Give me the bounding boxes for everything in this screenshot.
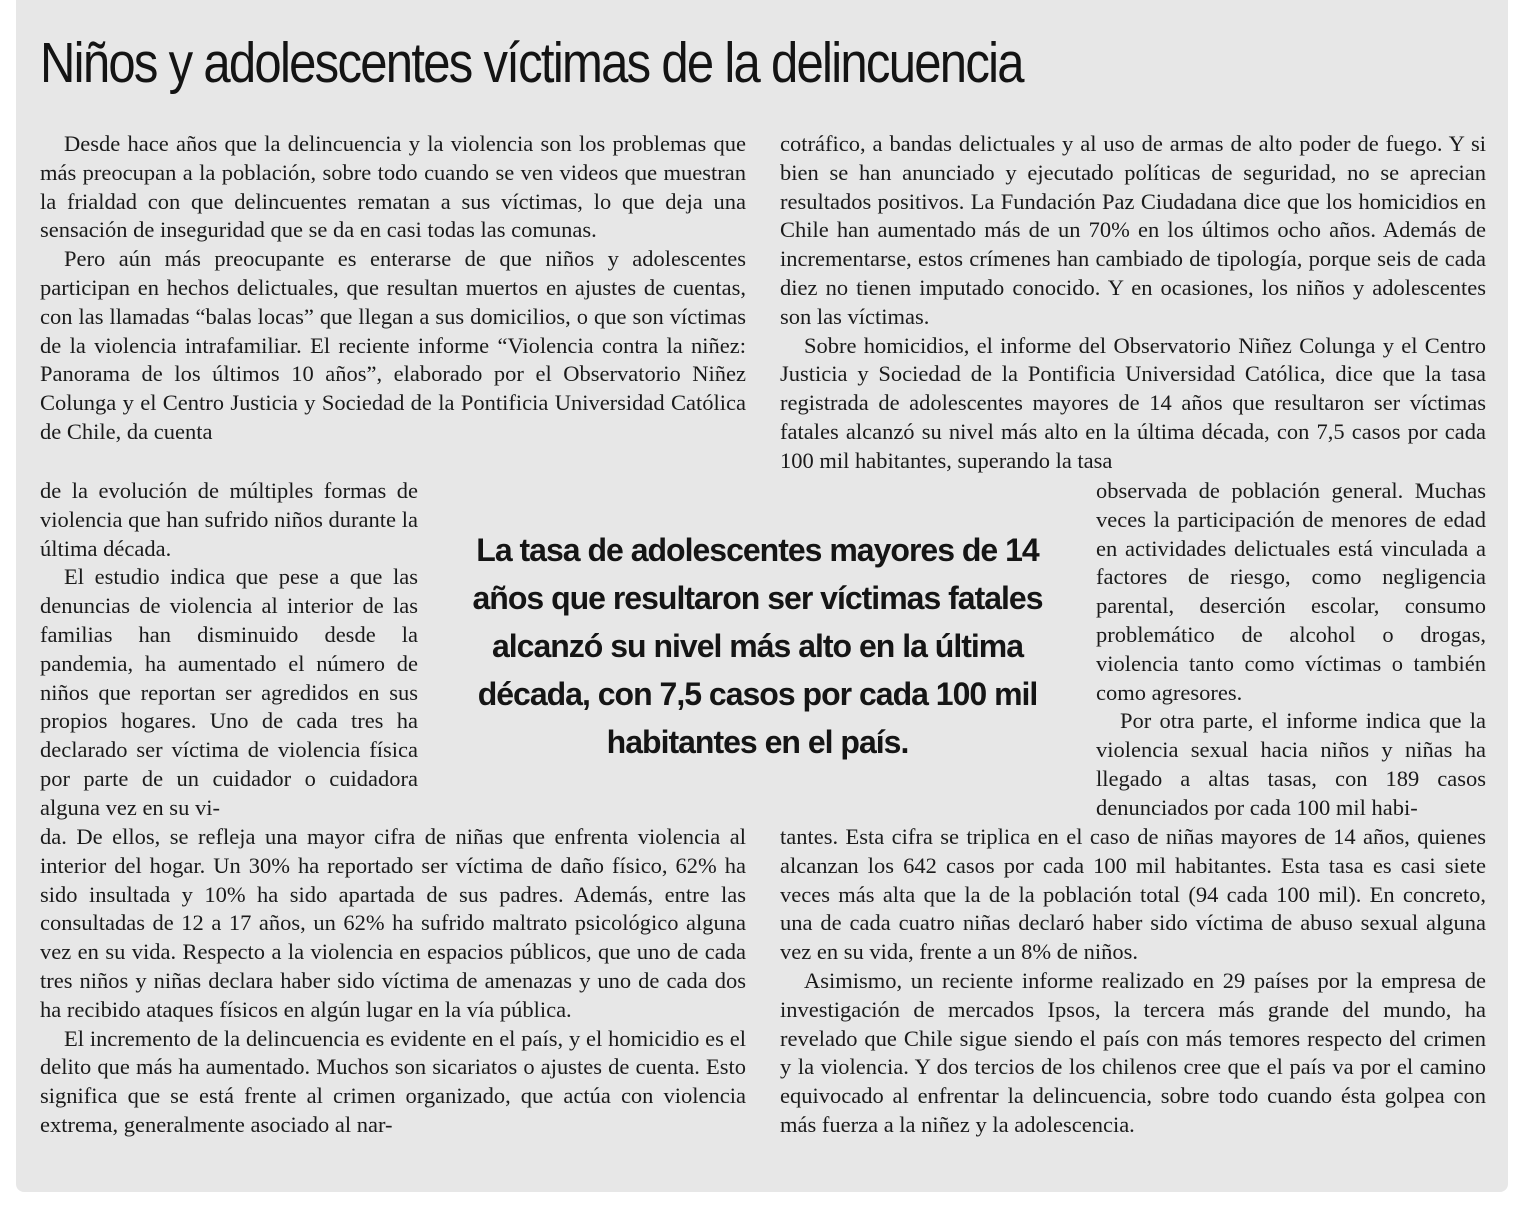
paragraph: tantes. Esta cifra se triplica en el caso de niñas mayores de 14 años, quienes alcanzan los 642 casos por cada 100 mil habitantes. Esta tasa es casi siete veces más alta que la de la población total (94 cada 100 mil). En concreto, una de cada cuatro niñas declaró haber sido víctima de abuso sexual alguna vez en su vida, frente a un 8% de niños.	[780, 824, 1486, 965]
column-2-bottom	[780, 823, 1486, 1140]
paragraph: Asimismo, un reciente informe realizado en 29 países por la empresa de investigación de mercados Ipsos, la tercera más grande del mundo, ha revelado que Chile sigue siendo el país con más temores respecto del crimen y la violencia. Y dos tercios de los chilenos cree que el país va por el camino equivocado al enfrentar la delincuencia, sobre todo cuando ésta golpea con más fuerza a la niñez y la adolescencia.	[780, 967, 1486, 1137]
paragraph: Sobre homicidios, el informe del Observatorio Niñez Colunga y el Centro Justicia y Sociedad de la Pontificia Universidad Católica, dice que la tasa registrada de adolescentes mayores de 14 años que resultaron ser víctimas fatales alcanzó su nivel más alto en la última década, con 7,5 casos por cada 100 mil habitantes, superando la tasa	[780, 332, 1486, 473]
paragraph: de la evolución de múltiples formas de violencia que han sufrido niños durante la última década.	[40, 478, 418, 561]
paragraph: El estudio indica que pese a que las denuncias de violencia al interior de las familias han disminuido desde la pandemia, ha aumentado el número de niños que reportan ser agredidos en sus propios hogares. Uno de cada tres ha declarado ser víctima de violencia física por parte de un cuidador o cuidadora alguna vez en su vi-	[40, 564, 418, 820]
paragraph: Desde hace años que la delincuencia y la violencia son los problemas que más preocupan a la población, sobre todo cuando se ven videos que muestran la frialdad con que delincuentes rematan a sus víctimas, lo que deja una sensación de inseguridad que se da en casi todas las comunas.	[40, 131, 746, 243]
column-2-narrow	[1096, 477, 1486, 823]
column-1-top	[40, 130, 746, 447]
article-headline: Niños y adolescentes víctimas de la delincuencia	[40, 31, 1023, 95]
paragraph: Pero aún más preocupante es enterarse de que niños y adolescentes participan en hechos delictuales, que resultan muertos en ajustes de cuentas, con las llamadas “balas locas” que llegan a sus domicilios, o que son víctimas de la violencia intrafamiliar. El reciente informe “Violencia contra la niñez: Panorama de los últimos 10 años”, elaborado por el Observatorio Niñez Colunga y el Centro Justicia y Sociedad de la Pontificia Universidad Católica de Chile, da cuenta	[40, 246, 746, 444]
paragraph: cotráfico, a bandas delictuales y al uso de armas de alto poder de fuego. Y si bien se han anunciado y ejecutado políticas de seguridad, no se aprecian resultados positivos. La Fundación Paz Ciudadana dice que los homicidios en Chile han aumentado más de un 70% en los últimos ocho años. Además de incrementarse, estos crímenes han cambiado de tipología, porque seis de cada diez no tienen imputado conocido. Y en ocasiones, los niños y adolescentes son las víctimas.	[780, 131, 1486, 329]
column-1-bottom	[40, 823, 746, 1140]
paragraph: observada de población general. Muchas veces la participación de menores de edad en actividades delictuales está vinculada a factores de riesgo, como negligencia parental, deserción escolar, consumo problemático de alcohol o drogas, violencia tanto como víctimas o también como agresores.	[1096, 478, 1486, 705]
column-1-narrow	[40, 477, 418, 823]
paragraph: da. De ellos, se refleja una mayor cifra de niñas que enfrenta violencia al interior del hogar. Un 30% ha reportado ser víctima de daño físico, 62% ha sido insultada y 10% ha sido apartada de sus padres. Además, entre las consultadas de 12 a 17 años, un 62% ha sufrido maltrato psicológico alguna vez en su vida. Respecto a la violencia en espacios públicos, que uno de cada tres niños y niñas declara haber sido víctima de amenazas y uno de cada dos ha recibido ataques físicos en algún lugar en la vía pública.	[40, 824, 746, 1022]
paragraph: Por otra parte, el informe indica que la violencia sexual hacia niños y niñas ha llegado a altas tasas, con 189 casos denunciados por cada 100 mil habi-	[1096, 708, 1486, 820]
pull-quote: La tasa de adolescentes mayores de 14 años que resultaron ser víctimas fatales alcanzó su nivel más alto en la última década, con 7,5 casos por cada 100 mil habitantes en el país.	[472, 532, 1043, 760]
column-2-top	[780, 130, 1486, 476]
paragraph: El incremento de la delincuencia es evidente en el país, y el homicidio es el delito que más ha aumentado. Muchos son sicariatos o ajustes de cuenta. Esto significa que se está frente al crimen organizado, que actúa con violencia extrema, generalmente asociado al nar-	[40, 1025, 746, 1137]
